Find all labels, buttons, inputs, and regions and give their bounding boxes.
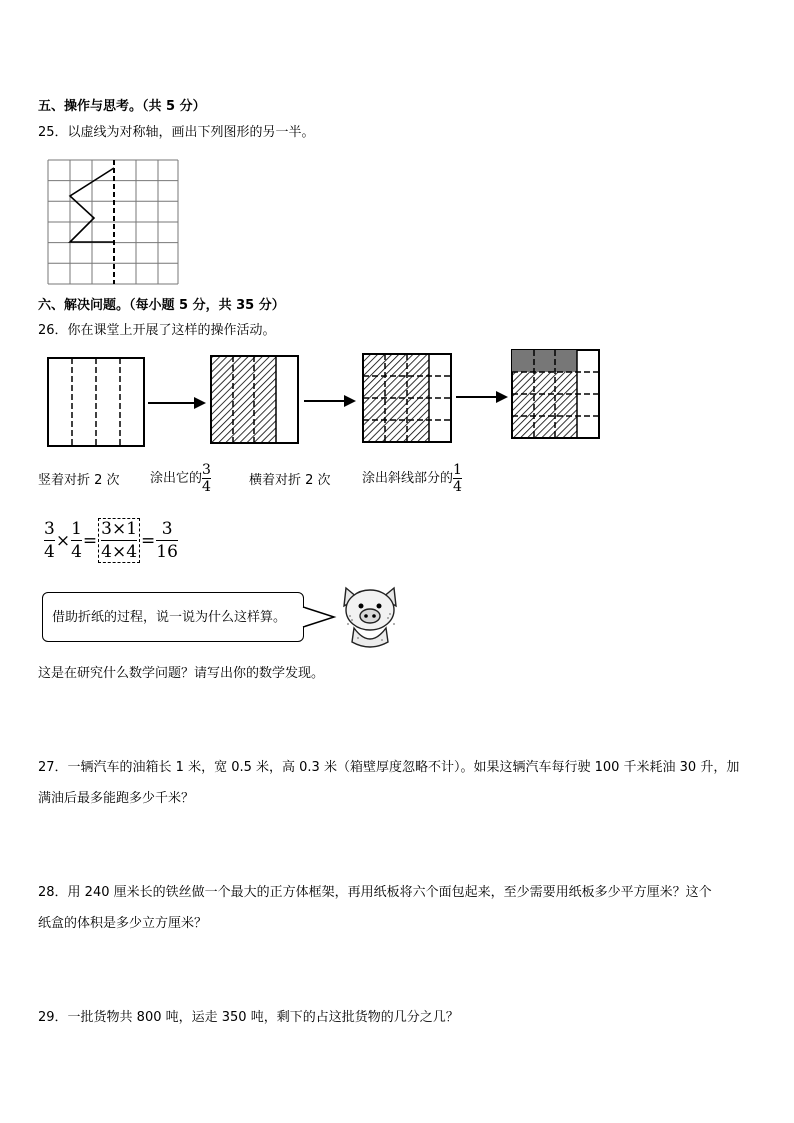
square-4 [512,350,599,438]
arrow-2 [304,395,356,407]
equals-sign: = [82,530,98,551]
square-1 [48,358,144,446]
q26-question: 这是在研究什么数学问题？请写出你的数学发现。 [38,666,325,681]
fraction-three-quarters [202,462,211,495]
caption-shade-hatch-text: 涂出斜线部分的 [362,471,454,486]
times-sign: × [55,530,71,551]
caption-shade-text: 涂出它的 [150,471,203,486]
frac-c-boxed [98,518,140,563]
caption-fold-vertical: 竖着对折 2 次 [38,473,120,488]
q28-line1: 28．用 240 厘米长的铁丝做一个最大的正方体框架，再用纸板将六个面包起来，至少需要用纸板多少平方厘米？这个 [38,885,712,900]
frac-num: 3 [44,519,55,539]
square-2 [211,356,298,443]
q27-line1: 27．一辆汽车的油箱长 1 米，宽 0.5 米，高 0.3 米（箱壁厚度忽略不计）。如果这辆汽车每行驶 100 千米耗油 30 升，加 [38,760,740,775]
caption-fold-horizontal: 横着对折 2 次 [249,473,331,488]
frac-den: 4 [453,479,462,495]
frac-den: 4 [44,542,55,562]
section6-title: 六、解决问题。（每小题 5 分，共 35 分） [38,298,285,313]
frac-b [71,519,82,562]
frac-num: 1 [71,519,82,539]
frac-num: 3×1 [101,519,138,539]
frac-den: 16 [156,542,178,562]
section5-title: 五、操作与思考。（共 5 分） [38,99,206,114]
pig-eye [359,604,364,609]
caption-shade-quarter [362,462,462,495]
frac-den: 4 [202,479,211,495]
folding-diagram [44,348,604,448]
fraction-formula [44,518,178,563]
arrow-3 [456,391,508,403]
frac-den: 4 [71,542,82,562]
equals-sign: = [141,530,156,551]
fraction-one-quarter [453,462,462,495]
q29-text: 29．一批货物共 800 吨，运走 350 吨，剩下的占这批货物的几分之几？ [38,1010,459,1025]
frac-den: 4×4 [101,542,138,562]
frac-num: 1 [453,462,462,478]
frac-a [44,519,55,562]
frac-num: 3 [202,462,211,478]
q25-text: 25．以虚线为对称轴，画出下列图形的另一半。 [38,125,315,140]
bubble-text: 借助折纸的过程，说一说为什么这样算。 [52,610,287,625]
symmetry-grid [46,158,180,286]
pig-mascot-image [336,580,404,652]
q26-text: 26．你在课堂上开展了这样的操作活动。 [38,323,276,338]
q27-line2: 满油后最多能跑多少千米？ [38,791,195,806]
square-3 [363,354,451,442]
speech-bubble-tail [302,603,338,633]
arrow-1 [148,397,206,409]
frac-d [156,519,178,562]
pig-eye [377,604,382,609]
q28-line2: 纸盒的体积是多少立方厘米？ [38,916,208,931]
caption-shade-three-quarters [150,462,211,495]
frac-num: 3 [161,519,173,539]
